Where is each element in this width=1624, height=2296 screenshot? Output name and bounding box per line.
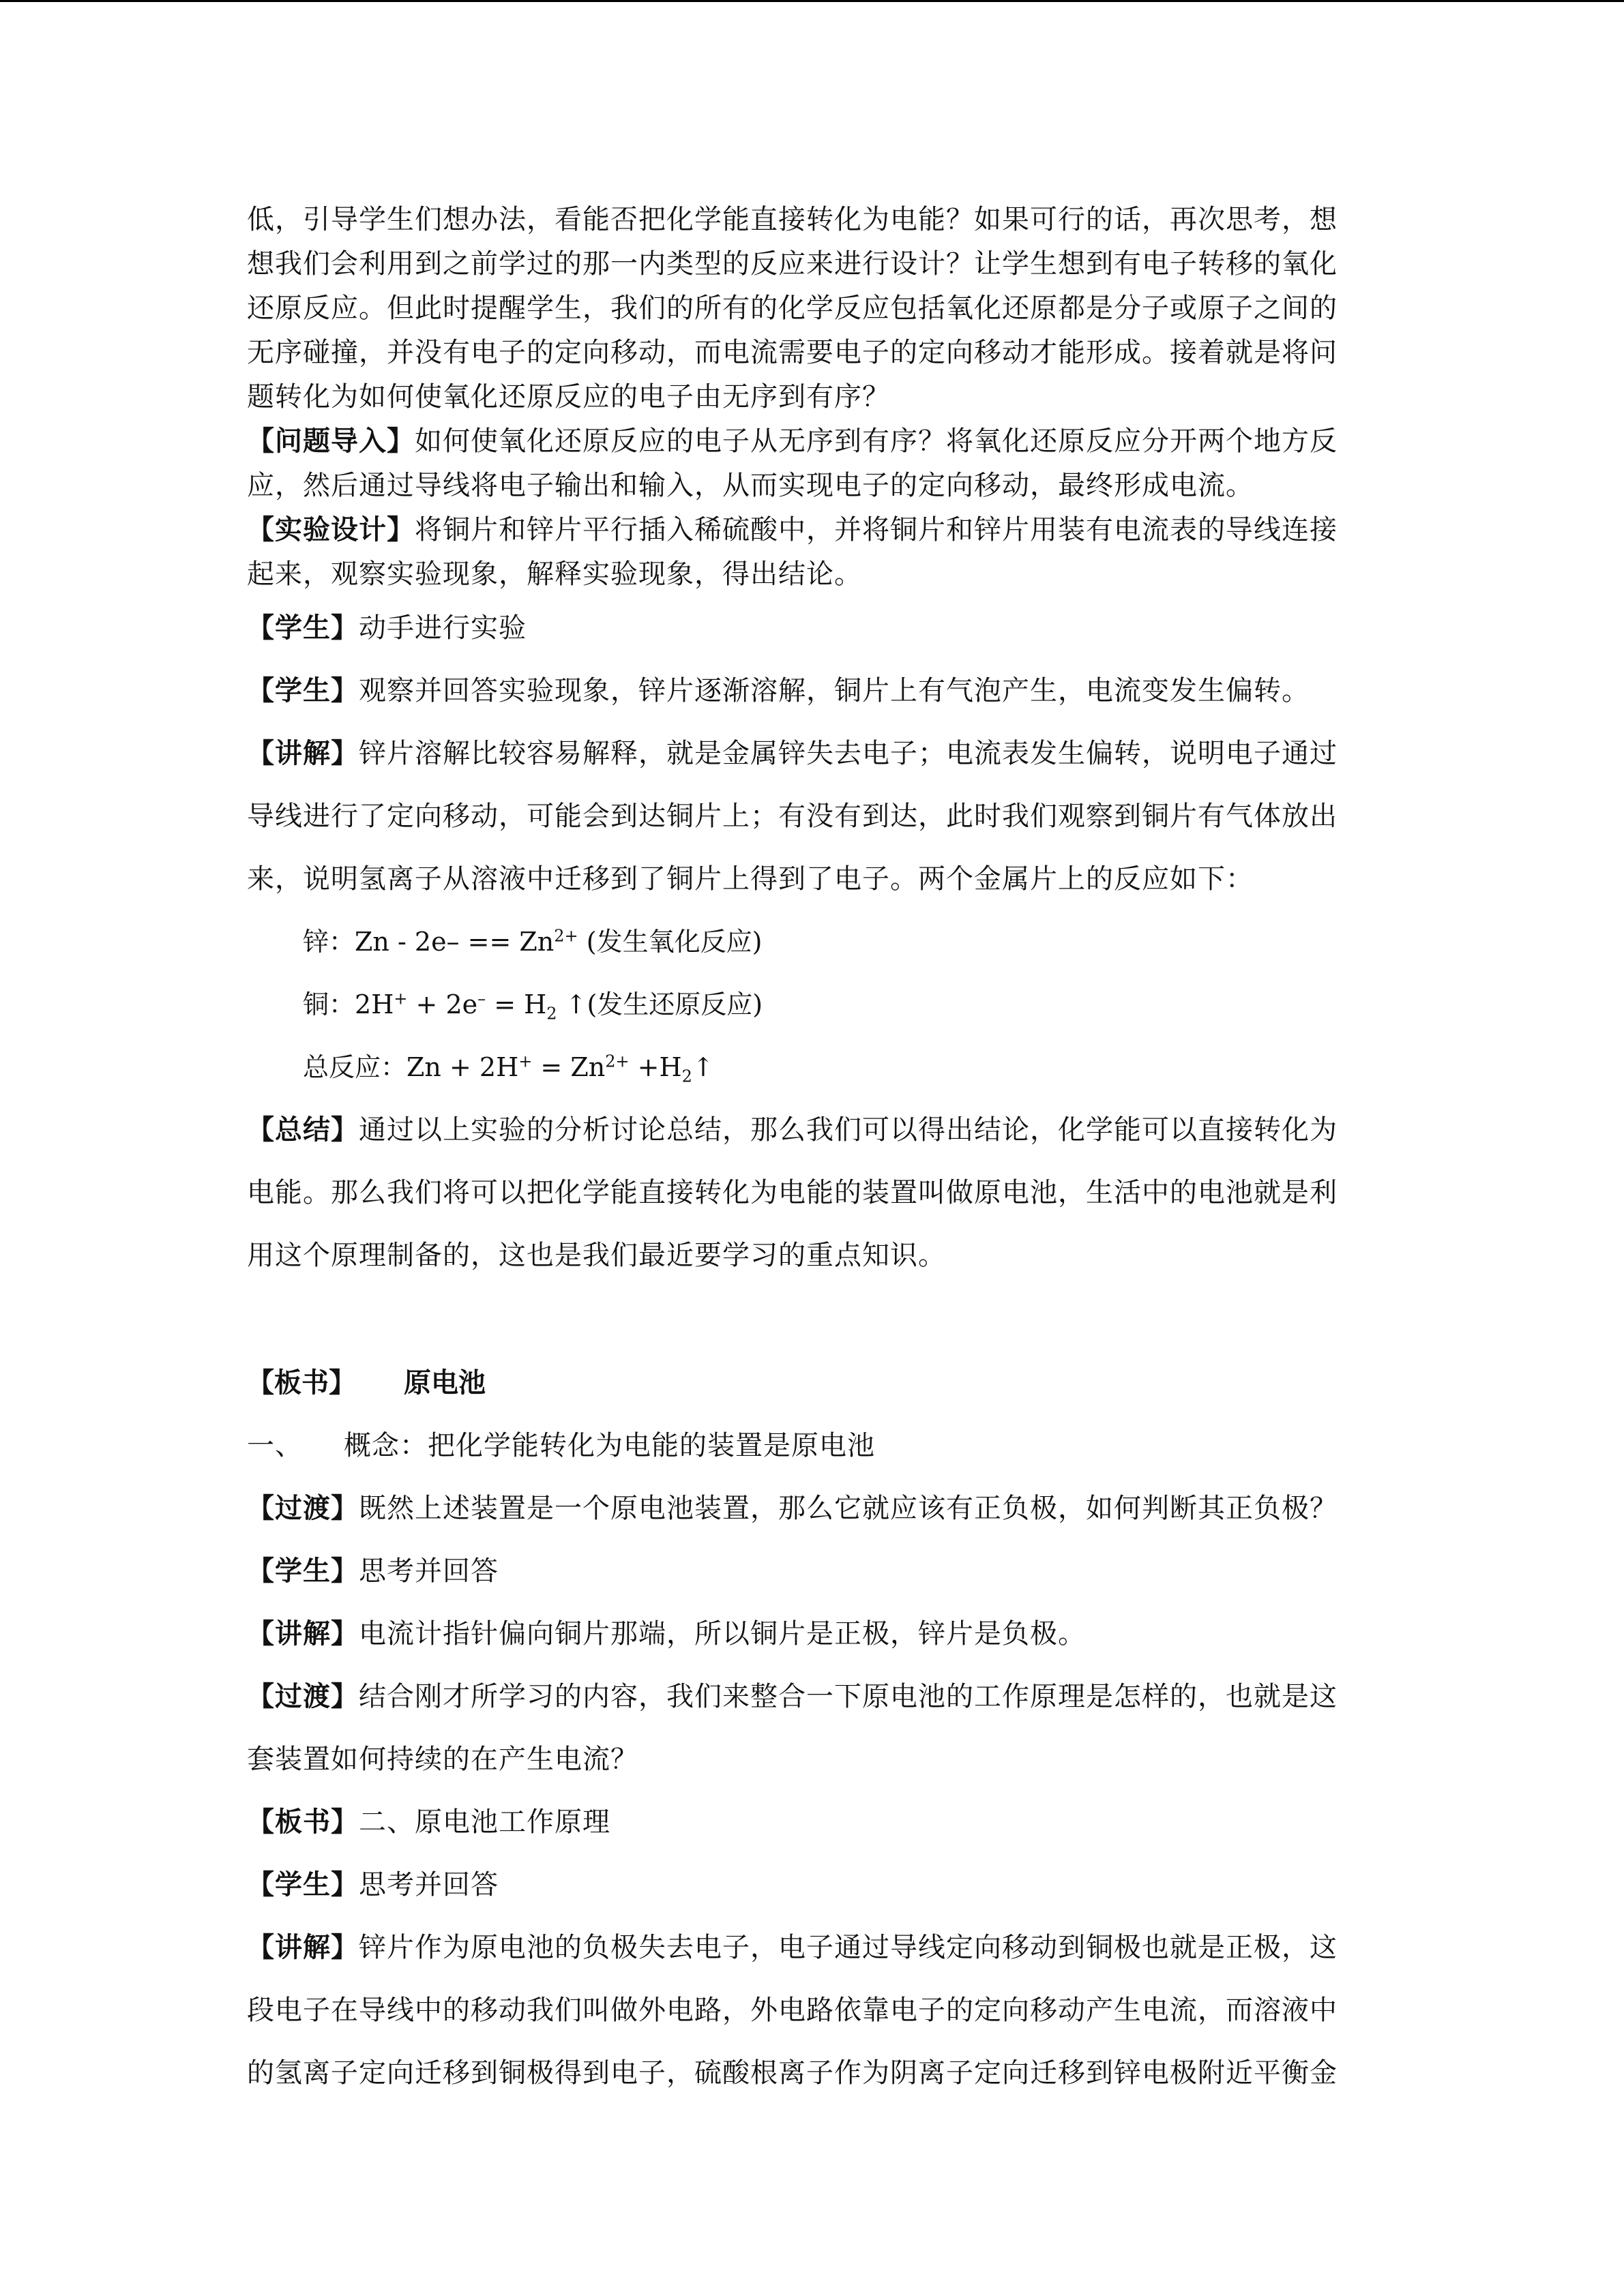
intro-line: 无序碰撞，并没有电子的定向移动，而电流需要电子的定向移动才能形成。接着就是将问: [247, 337, 1338, 368]
board-title: 原电池: [404, 1367, 486, 1399]
intro-paragraph: [247, 198, 1365, 419]
board-tag: 【板书】: [247, 1806, 359, 1838]
concept-number: 一、: [247, 1430, 303, 1461]
explain-line: 导线进行了定向移动，可能会到达铜片上；有没有到达，此时我们观察到铜片有气体放出: [247, 801, 1338, 832]
concept-text: 概念：把化学能转化为电能的装置是原电池: [344, 1430, 875, 1461]
equation-sup: +: [394, 989, 408, 1009]
concept-item: [247, 1414, 1365, 1477]
student-paragraph-1: [247, 597, 1365, 659]
equation-label: 总反应：: [303, 1052, 407, 1082]
explain-paragraph-1: [247, 722, 1365, 910]
transition-paragraph-1: [247, 1477, 1365, 1540]
equation-part: + 2e: [407, 989, 478, 1019]
equation-sub: 2: [681, 1067, 692, 1086]
explain-tag: 【讲解】: [247, 738, 359, 769]
student-text: 思考并回答: [359, 1555, 499, 1587]
board-heading-1: [247, 1352, 1365, 1414]
equation-note: ↑(发生还原反应): [557, 989, 763, 1019]
intro-line: 还原反应。但此时提醒学生，我们的所有的化学反应包括氧化还原都是分子或原子之间的: [247, 293, 1338, 324]
equation-part: Zn + 2H: [407, 1052, 519, 1082]
explain-paragraph-2: [247, 1602, 1365, 1665]
board-paragraph-2: [247, 1791, 1365, 1853]
equation-part: = H: [486, 989, 547, 1019]
summary-line: 电能。那么我们将可以把化学能直接转化为电能的装置叫做原电池，生活中的电池就是利: [247, 1177, 1338, 1208]
transition-paragraph-2: [247, 1665, 1365, 1791]
equation-sup: –: [477, 989, 486, 1009]
intro-line: 题转化为如何使氧化还原反应的电子由无序到有序？: [247, 381, 890, 413]
equation-formula: Zn - 2e– == Zn: [355, 927, 555, 957]
explain-paragraph-3: [247, 1916, 1365, 2104]
transition-tag: 【过渡】: [247, 1681, 359, 1712]
explain-line: 的氢离子定向迁移到铜极得到电子，硫酸根离子作为阴离子定向迁移到锌电极附近平衡金: [247, 2057, 1338, 2089]
student-tag: 【学生】: [247, 1869, 359, 1900]
student-tag: 【学生】: [247, 612, 359, 644]
explain-tag: 【讲解】: [247, 1932, 359, 1963]
intro-line: 低，引导学生们想办法，看能否把化学能直接转化为电能？如果可行的话，再次思考，想: [247, 204, 1338, 235]
problem-tag: 【问题导入】: [247, 426, 415, 457]
student-paragraph-3: [247, 1540, 1365, 1602]
transition-text: 既然上述装置是一个原电池装置，那么它就应该有正负极，如何判断其正负极？: [359, 1493, 1338, 1524]
equation-sup: 2+: [554, 926, 578, 946]
transition-tag: 【过渡】: [247, 1493, 359, 1524]
design-line: 起来，观察实验现象，解释实验现象，得出结论。: [247, 558, 862, 590]
summary-line: 用这个原理制备的，这也是我们最近要学习的重点知识。: [247, 1240, 946, 1271]
page-top-border: [0, 0, 1624, 2]
summary-line: 通过以上实验的分析讨论总结，那么我们可以得出结论，化学能可以直接转化为: [359, 1114, 1338, 1146]
explain-line: 来，说明氢离子从溶液中迁移到了铜片上得到了电子。两个金属片上的反应如下：: [247, 863, 1254, 895]
student-paragraph-2: [247, 659, 1365, 722]
equation-copper: [247, 973, 1365, 1036]
explain-line: 锌片作为原电池的负极失去电子，电子通过导线定向移动到铜极也就是正极，这: [359, 1932, 1338, 1963]
design-tag: 【实验设计】: [247, 514, 415, 546]
equation-label: 锌：: [303, 927, 355, 957]
equation-sub: 2: [546, 1004, 557, 1024]
problem-line: 应，然后通过导线将电子输出和输入，从而实现电子的定向移动，最终形成电流。: [247, 470, 1254, 501]
equation-sup: +: [518, 1052, 533, 1071]
student-tag: 【学生】: [247, 675, 359, 706]
section-spacer: [247, 1287, 1365, 1352]
design-paragraph: [247, 508, 1365, 597]
design-line: 将铜片和锌片平行插入稀硫酸中，并将铜片和锌片用装有电流表的导线连接: [415, 514, 1338, 546]
problem-paragraph: [247, 419, 1365, 508]
equation-total: [247, 1036, 1365, 1099]
equation-part: = Zn: [532, 1052, 606, 1082]
explain-text: 电流计指针偏向铜片那端，所以铜片是正极，锌片是负极。: [359, 1618, 1086, 1650]
transition-line: 套装置如何持续的在产生电流？: [247, 1744, 638, 1775]
explain-tag: 【讲解】: [247, 1618, 359, 1650]
summary-paragraph: [247, 1099, 1365, 1287]
student-tag: 【学生】: [247, 1555, 359, 1587]
student-text: 动手进行实验: [359, 612, 527, 644]
problem-line: 如何使氧化还原反应的电子从无序到有序？将氧化还原反应分开两个地方反: [415, 426, 1338, 457]
summary-tag: 【总结】: [247, 1114, 359, 1146]
student-text: 观察并回答实验现象，锌片逐渐溶解，铜片上有气泡产生，电流变发生偏转。: [359, 675, 1310, 706]
transition-line: 结合刚才所学习的内容，我们来整合一下原电池的工作原理是怎样的，也就是这: [359, 1681, 1338, 1712]
equation-sup: 2+: [605, 1052, 630, 1071]
equation-part: +H: [629, 1052, 682, 1082]
student-text: 思考并回答: [359, 1869, 499, 1900]
equation-part: 2H: [355, 989, 394, 1019]
board-text: 二、原电池工作原理: [359, 1806, 610, 1838]
equation-zinc: [247, 910, 1365, 973]
intro-line: 想我们会利用到之前学过的那一内类型的反应来进行设计？让学生想到有电子转移的氧化: [247, 248, 1338, 280]
equation-arrow: ↑: [692, 1052, 714, 1082]
document-page: [247, 198, 1365, 2104]
student-paragraph-4: [247, 1853, 1365, 1916]
equation-label: 铜：: [303, 989, 355, 1019]
board-tag: 【板书】: [247, 1367, 356, 1399]
explain-line: 段电子在导线中的移动我们叫做外电路，外电路依靠电子的定向移动产生电流，而溶液中: [247, 1995, 1338, 2026]
explain-line: 锌片溶解比较容易解释，就是金属锌失去电子；电流表发生偏转，说明电子通过: [359, 738, 1338, 769]
equation-note: (发生氧化反应): [578, 927, 763, 957]
